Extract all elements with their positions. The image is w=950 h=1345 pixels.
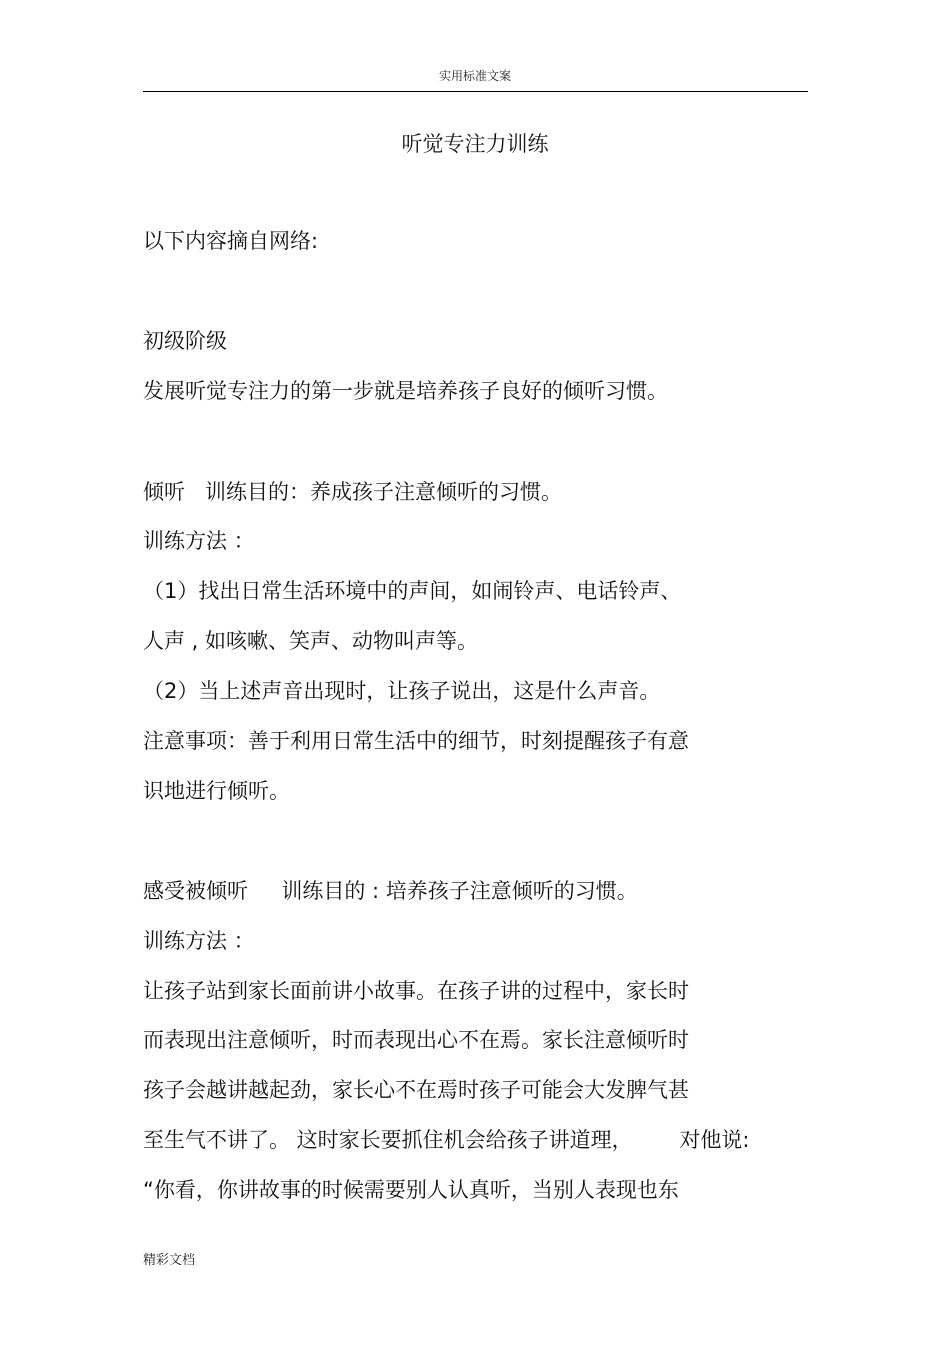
document-title: 听觉专注力训练 <box>401 132 549 156</box>
paragraph-line: 而表现出注意倾听，时而表现出心不在焉。家长注意倾听时 <box>143 1028 689 1052</box>
paragraph-line: 孩子会越讲越起劲，家长心不在焉时孩子可能会大发脾气甚 <box>143 1078 689 1102</box>
paragraph-line: “你看，你讲故事的时候需要别人认真听，当别人表现也东 <box>143 1178 679 1202</box>
exercise-heading: 倾听 训练目的：养成孩子注意倾听的习惯。 <box>143 480 563 504</box>
paragraph-line: （1）找出日常生活环境中的声间，如闹铃声、电话铃声、 <box>143 579 682 603</box>
paragraph-line: 注意事项：善于利用日常生活中的细节，时刻提醒孩子有意 <box>143 729 689 753</box>
method-label: 训练方法 ： <box>143 529 255 553</box>
header-divider <box>143 91 808 92</box>
paragraph-line: （2）当上述声音出现时，让孩子说出，这是什么声音。 <box>143 679 661 703</box>
paragraph-line: 识地进行倾听。 <box>143 779 290 803</box>
paragraph-line: 发展听觉专注力的第一步就是培养孩子良好的倾听习惯。 <box>143 379 668 403</box>
page-footer: 精彩文档 <box>143 1253 196 1268</box>
exercise-heading: 感受被倾听 训练目的 : 培养孩子注意倾听的习惯。 <box>143 879 638 903</box>
method-label: 训练方法 ： <box>143 929 255 953</box>
source-note: 以下内容摘自网络: <box>143 229 319 253</box>
paragraph-line: 至生气不讲了。 这时家长要抓住机会给孩子讲道理， 对他说: <box>143 1128 750 1152</box>
paragraph-line: 让孩子站到家长面前讲小故事。在孩子讲的过程中，家长时 <box>143 979 689 1003</box>
section-heading: 初级阶级 <box>143 329 227 353</box>
page-header: 实用标准文案 <box>438 69 511 83</box>
paragraph-line: 人声 , 如咳嗽、笑声、动物叫声等。 <box>143 629 479 653</box>
